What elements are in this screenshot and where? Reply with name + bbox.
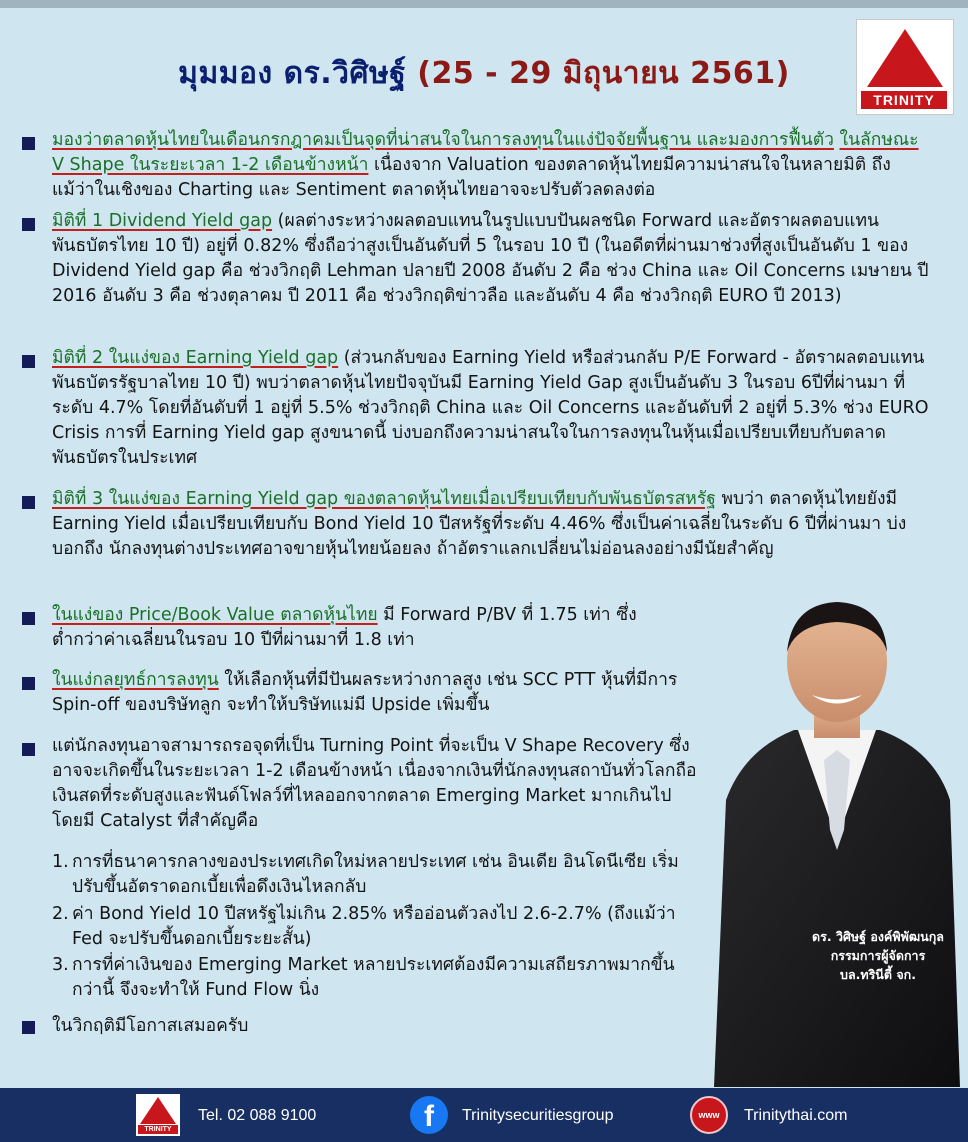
- paragraph-1-text: เนื่องจาก Valuation ของตลาดหุ้นไทยมีความน่าสนใจในหลายมิติ ถึงแม้ว่าในเชิงของ Charting และ Sentiment ตลาดหุ้นไทยอาจจะปรับตัวลดลงต่อ: [52, 155, 891, 200]
- top-border: [0, 0, 968, 8]
- paragraph-4: [52, 487, 932, 562]
- paragraph-1-highlight-2: ในลักษณะ V Shape ในระยะเวลา 1-2 เดือนข้างหน้า: [52, 130, 919, 175]
- paragraph-1-highlight: มองว่าตลาดหุ้นไทยในเดือนกรกฎาคมเป็นจุดที่น่าสนใจในการลงทุนในแง่ปัจจัยพื้นฐาน และมองการฟื้นตัว: [52, 130, 834, 150]
- numbered-item-2: [52, 902, 702, 952]
- bullet-marker: [22, 355, 35, 368]
- facebook-link[interactable]: Trinitysecuritiesgroup: [462, 1107, 614, 1124]
- footer-logo-text: TRINITY: [138, 1125, 178, 1134]
- numbered-item-1: [52, 850, 702, 900]
- website-icon[interactable]: www: [690, 1096, 728, 1134]
- paragraph-5: [52, 603, 652, 653]
- trinity-logo: [856, 19, 954, 115]
- bullet-marker: [22, 496, 35, 509]
- numbered-item-3: [52, 953, 702, 1003]
- footer-triangle-icon: [136, 1094, 180, 1126]
- paragraph-1: [52, 128, 932, 203]
- bullet-marker: [22, 1021, 35, 1034]
- paragraph-6-text: ให้เลือกหุ้นที่มีปันผลระหว่างกาลสูง เช่น SCC PTT หุ้นที่มีการ Spin-off ของบริษัทลูก จะทำให้บริษัทแม่มี Upside เพิ่มขึ้น: [52, 670, 678, 715]
- numbered-item-1-number: 1.: [52, 852, 69, 872]
- bullet-marker: [22, 677, 35, 690]
- bullet-marker: [22, 137, 35, 150]
- page-title: [0, 50, 968, 97]
- paragraph-4-highlight: มิติที่ 3 ในแง่ของ Earning Yield gap ของตลาดหุ้นไทยเมื่อเปรียบเทียบกับพันธบัตรสหรัฐ: [52, 489, 716, 509]
- paragraph-3-text: (ส่วนกลับของ Earning Yield หรือส่วนกลับ P/E Forward - อัตราผลตอบแทนพันธบัตรรัฐบาลไทย 10 ปี) พบว่าตลาดหุ้นไทยปัจจุบันมี Earning Yield Gap สูงเป็นอันดับ 3 ในรอบ 6ปีที่ผ่านมา ที่ระดับ 4.7% โดยที่อันดับที่ 1 อยู่ที่ 5.5% ช่วงวิกฤติ China และ Oil Concerns และอันดับที่ 2 อยู่ที่ 5.3% ช่วง EURO Crisis การที่ Earning Yield gap สูงขนาดนี้ บ่งบอกถึงความน่าสนใจในการลงทุนในหุ้นเมื่อเปรียบเทียบกับตลาดพันธบัตรในประเทศ: [52, 348, 929, 468]
- paragraph-4-text: พบว่า ตลาดหุ้นไทยยังมี Earning Yield เมื่อเปรียบเทียบกับ Bond Yield 10 ปีสหรัฐที่ระดับ 4.46% ซึ่งเป็นค่าเฉลี่ยในระดับ 6 ปีที่ผ่านมา บ่งบอกถึง นักลงทุนต่างประเทศอาจขายหุ้นไทยน้อยลง ถ้าอัตราแลกเปลี่ยนไม่อ่อนลงอย่างมีนัยสำคัญ: [52, 489, 907, 559]
- numbered-item-3-text: การที่ค่าเงินของ Emerging Market หลายประเทศต้องมีความเสถียรภาพมากขึ้นกว่านี้ จึงจะทำให้ Fund Flow นิ่ง: [72, 955, 675, 1000]
- paragraph-2-highlight: มิติที่ 1 Dividend Yield gap: [52, 211, 273, 231]
- paragraph-3-highlight: มิติที่ 2 ในแง่ของ Earning Yield gap: [52, 348, 339, 368]
- footer-logo: [136, 1094, 180, 1136]
- caption-company: บล.ทรินีตี้ จก.: [840, 967, 916, 982]
- paragraph-2: [52, 209, 932, 309]
- bullet-marker: [22, 218, 35, 231]
- bullet-marker: [22, 612, 35, 625]
- portrait-photo: [704, 600, 968, 1087]
- footer-bar: [0, 1088, 968, 1142]
- paragraph-5-text: มี Forward P/BV ที่ 1.75 เท่า ซึ่งต่ำกว่าค่าเฉลี่ยนในรอบ 10 ปีที่ผ่านมาที่ 1.8 เท่า: [52, 605, 637, 650]
- logo-text: TRINITY: [861, 91, 947, 109]
- website-link[interactable]: Trinitythai.com: [744, 1107, 848, 1124]
- title-main: มุมมอง ดร.วิศิษฐ์: [178, 56, 407, 91]
- paragraph-6: [52, 668, 692, 718]
- paragraph-7: [52, 734, 702, 834]
- footer-phone: Tel. 02 088 9100: [198, 1107, 317, 1124]
- bullet-marker: [22, 743, 35, 756]
- paragraph-6-highlight: ในแง่กลยุทธ์การลงทุน: [52, 670, 219, 690]
- paragraph-3: [52, 346, 932, 471]
- closing-line: ในวิกฤติมีโอกาสเสมอครับ: [52, 1016, 249, 1036]
- caption-name: ดร. วิศิษฐ์ องค์พิพัฒนกุล: [812, 929, 944, 944]
- portrait-caption: [788, 927, 968, 984]
- numbered-item-2-text: ค่า Bond Yield 10 ปีสหรัฐไม่เกิน 2.85% หรืออ่อนตัวลงไป 2.6-2.7% (ถึงแม้ว่า Fed จะปรับขึ้นดอกเบี้ยระยะสั้น): [72, 904, 676, 949]
- paragraph-2-text: (ผลต่างระหว่างผลตอบแทนในรูปแบบปันผลชนิด Forward และอัตราผลตอบแทนพันธบัตรไทย 10 ปี) อยู่ที่ 0.82% ซึ่งถือว่าสูงเป็นอันดับที่ 5 ในรอบ 10 ปี (ในอดีตที่ผ่านมาช่วงที่สูงเป็นอันดับ 1 ของ Dividend Yield gap คือ ช่วงวิกฤติ Lehman ปลายปี 2008 อันดับ 2 คือ ช่วง China และ Oil Concerns เมษายน ปี 2016 อันดับ 3 คือ ช่วงตุลาคม ปี 2011 คือ ช่วงวิกฤติข่าวลือ และอันดับ 4 คือ ช่วงวิกฤติ EURO ปี 2013): [52, 211, 929, 306]
- caption-position: กรรมการผู้จัดการ: [830, 948, 926, 963]
- paragraph-7-text: แต่นักลงทุนอาจสามารถรอจุดที่เป็น Turning Point ที่จะเป็น V Shape Recovery ซึ่งอาจจะเกิดขึ้นในระยะเวลา 1-2 เดือนข้างหน้า เนื่องจากเงินที่นักลงทุนสถาบันทั่วโลกถือเงินสดที่ระดับสูงและฟันด์โฟลว์ที่ไหลออกจากตลาด Emerging Market มากเกินไป โดยมี Catalyst ที่สำคัญคือ: [52, 736, 697, 831]
- facebook-icon[interactable]: f: [410, 1096, 448, 1134]
- numbered-item-3-number: 3.: [52, 955, 69, 975]
- trinity-triangle-icon: [865, 27, 945, 89]
- numbered-item-1-text: การที่ธนาคารกลางของประเทศเกิดใหม่หลายประเทศ เช่น อินเดีย อินโดนีเซีย เริ่มปรับขึ้นอัตราดอกเบี้ยเพื่อดึงเงินไหลกลับ: [72, 852, 679, 897]
- numbered-item-2-number: 2.: [52, 904, 69, 924]
- paragraph-5-highlight: ในแง่ของ Price/Book Value ตลาดหุ้นไทย: [52, 605, 378, 625]
- title-date: (25 - 29 มิถุนายน 2561): [417, 56, 790, 91]
